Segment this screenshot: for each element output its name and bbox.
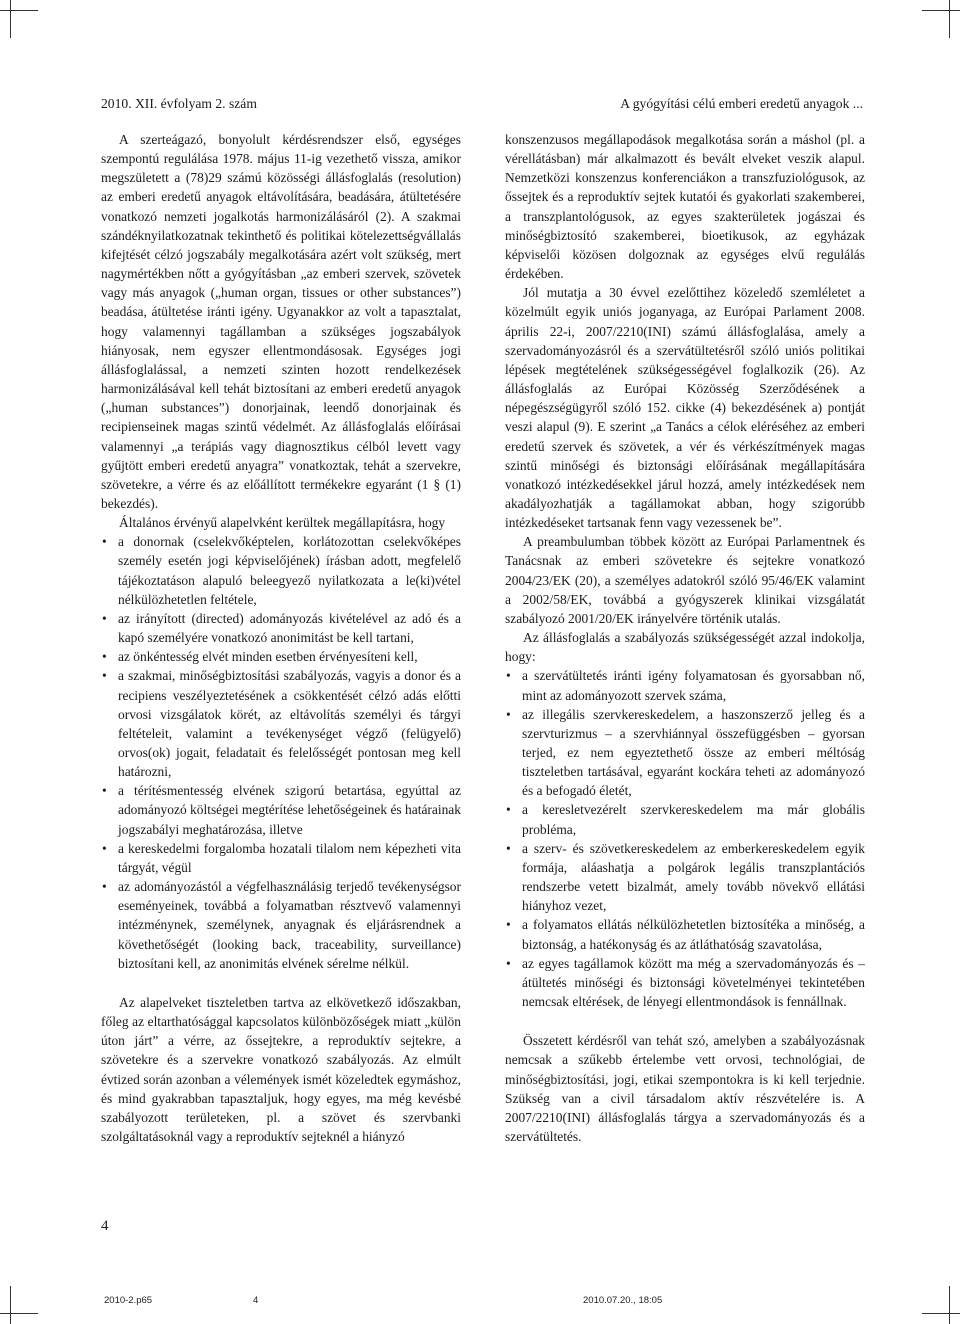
crop-mark bbox=[10, 0, 11, 38]
list-item: • a keresletvezérelt szervkereskedelem ma már globális probléma, bbox=[505, 800, 865, 838]
crop-mark bbox=[922, 1313, 960, 1314]
page-number: 4 bbox=[101, 1218, 109, 1234]
left-column bbox=[101, 130, 461, 1146]
list-item: • a térítésmentesség elvének szigorú betartása, egyúttal az adományozó költségei megtérítése lehetőségeinek és határainak jogszabályi meghatározása, illetve bbox=[101, 781, 461, 838]
paragraph: Az alapelveket tiszteletben tartva az elkövetkező időszakban, főleg az eltarthatósággal kapcsolatos különbözőségek miatt „külön úton járt” a vérre, az őssejtekre, a reproduktív sejtekre, a szövetekre és a szervekre vonatkozó szabályozás. Az elmúlt évtized során azonban a vélemények ismét közeledtek egymáshoz, és mind gyakrabban tapasztaljuk, hogy egyes, ma még kevésbé szabályozott területeken, pl. a szövet és szervbanki szolgáltatásoknál vagy a reproduktív sejteknél a hiányzó bbox=[101, 994, 461, 1144]
list-item: • az adományozástól a végfelhasználásig terjedő tevékenységsor eseményeinek, továbbá a folyamatban résztvevő valamennyi intézménynek, személynek, anyagnak és eljárásrendnek a követhetőségét (looking back, traceability, surveillance) biztosítani kell, az anonimitás elvének sérelme nélkül. bbox=[101, 877, 461, 973]
list-item: • a szervátültetés iránti igény folyamatosan és gyorsabban nő, mint az adományozott szervek száma, bbox=[505, 666, 865, 704]
list-item: • az egyes tagállamok között ma még a szervadományozás és – átültetés minőségi és biztonsági követelményei tekintetében nemcsak eltérések, de lényegi ellentmondások is fennállnak. bbox=[505, 954, 865, 1011]
right-column bbox=[505, 130, 865, 1146]
list-item: • az irányított (directed) adományozás kivételével az adó és a kapó személyére vonatkozó anonimitást be kell tartani, bbox=[101, 609, 461, 647]
list-item: • az illegális szervkereskedelem, a haszonszerző jelleg és a szervturizmus – a szervhiánnyal összefüggésben – gyorsan terjed, ez nem egyeztethető össze az emberi méltóság tiszteletben tartásával, egyaránt kockára teheti az adományozó és a befogadó életét, bbox=[505, 705, 865, 801]
paragraph: A preambulumban többek között az Európai Parlamentnek és Tanácsnak az emberi szövetekre és sejtekre vonatkozó 2004/23/EK (20), a személyes adatokról szóló 95/46/EK valamint a 2002/58/EK, továbbá a gyógyszerek klinikai vizsgálatát szabályozó 2001/20/EK irányelvére történik utalás. bbox=[505, 534, 865, 626]
list-item: • a szerv- és szövetkereskedelem az emberkereskedelem egyik formája, aláashatja a polgárok legális transzplantációs rendszerbe vetett bizalmát, amely tovább növekvő ellátási hiányhoz vezet, bbox=[505, 839, 865, 916]
paragraph: A szerteágazó, bonyolult kérdésrendszer első, egységes szempontú regulálása 1978. május 11-ig vezethető vissza, amikor megszületett a (78)29 számú közösségi állásfoglalás (resolution) az emberi eredetű anyagok eltávolítására, beadására, átültetésére vonatkozó nemzeti jogalkotás harmonizálásáról (2). A szakmai szándéknyilatkozatnak tekinthető és politikai kötelezettségvállalás kifejtését célzó jogszabály megalkotására azért volt szükség, mert nagymértékben nőtt a gyógyításban „az emberi szervek, szövetek vagy más anyagok („human organ, tissues or other substances”) beadása, átültetése iránti igény. Ugyanakkor az volt a tapasztalat, hogy valamennyi tagállamban a szükséges jogszabályok hiányosak, nem egyszer ellentmondásosak. Egységes jogi állásfoglalással, a nemzeti szinten hozott rendelkezések harmonizálásával kell tehát biztosítani az emberi eredetű anyagok („human substances”) donorjainak, leendő donorjainak és recipienseinek magas szintű védelmét. Az állásfoglalás előírásai valamennyi „a terápiás vagy diagnosztikus célból levett vagy gyűjtött emberi eredetű anyagra” vonatkoztak, tehát a szervekre, szövetekre, a vérre és az előállított termékekre egyaránt (1 § (1) bekezdés). bbox=[101, 132, 461, 511]
list-item: • az önkéntesség elvét minden esetben érvényesíteni kell, bbox=[101, 647, 461, 666]
crop-mark bbox=[0, 10, 38, 11]
paragraph: Általános érvényű alapelvként kerültek megállapításra, hogy bbox=[119, 515, 446, 531]
bullet-list bbox=[505, 666, 865, 1011]
list-item: • a folyamatos ellátás nélkülözhetetlen biztosítéka a minőség, a biztonság, a hatékonyság és az átláthatóság szavatolása, bbox=[505, 915, 865, 953]
paragraph: Az állásfoglalás a szabályozás szükségességét azzal indokolja, hogy: bbox=[505, 630, 865, 665]
crop-mark bbox=[10, 1286, 11, 1324]
crop-mark bbox=[922, 10, 960, 11]
crop-mark bbox=[949, 1286, 950, 1324]
bullet-list bbox=[101, 532, 461, 973]
crop-mark bbox=[949, 0, 950, 38]
list-item: • a szakmai, minőségbiztosítási szabályozás, vagyis a donor és a recipiens veszélyeztetésének a csökkentését célzó adás előtti orvosi vizsgálatok körét, az eltávolítás személyi és tárgyi feltételeit, valamint a tevékenységet végző (felügyelő) orvos(ok) jogait, feladatait és felelősségét pontosan meg kell határozni, bbox=[101, 666, 461, 781]
crop-mark bbox=[0, 1313, 38, 1314]
paragraph: Jól mutatja a 30 évvel ezelőttihez közeledő szemléletet a közelmúlt egyik uniós joganyaga, az Európai Parlament 2008. április 22-i, 2007/2210(INI) számú állásfoglalása, amely a szervadományozásról és a szervátültetésről szóló uniós politikai lépések megtételének szükségességével foglalkozik (26). Az állásfoglalás az Európai Közösség Szerződésének a népegészségügyről szóló 152. cikke (4) bekezdésének a) pontját veszi alapul (9). E szerint „a Tanács a célok eléréséhez az emberi eredetű szervek és szövetek, a vér és vérkészítmények magas szintű minőségi és biztonsági előírásának megállapítására vonatkozó intézkedésekkel járul hozzá, amely intézkedések nem akadályozhatják a tagállamokat abban, hogy szigorúbb intézkedéseket tartsanak fenn vagy vezessenek be”. bbox=[505, 285, 865, 531]
list-item: • a donornak (cselekvőképtelen, korlátozottan cselekvőképes személy esetén jogi képviselőjének) írásban adott, megfelelő tájékoztatáson alapuló beleegyező nyilatkozata a le(ki)vétel nélkülözhetetlen feltétele, bbox=[101, 532, 461, 609]
running-header-left: 2010. XII. évfolyam 2. szám bbox=[101, 96, 257, 111]
list-item: • a kereskedelmi forgalomba hozatali tilalom nem képezheti vita tárgyát, végül bbox=[101, 839, 461, 877]
footer-timestamp: 2010.07.20., 18:05 bbox=[583, 1295, 663, 1306]
running-header-right: A gyógyítási célú emberi eredetű anyagok ... bbox=[620, 96, 863, 111]
paragraph: Összetett kérdésről van tehát szó, amelyben a szabályozásnak nemcsak a szűkebb értelembe vett orvosi, technológiai, de minőségbiztosítási, jogi, etikai szempontokra is ki kell terjednie. Szükség van a civil társadalom aktív részvételére is. A 2007/2210(INI) állásfoglalás tárgya a szervadományozás és a szervátültetés. bbox=[505, 1033, 865, 1144]
footer-file-name: 2010-2.p65 bbox=[104, 1295, 153, 1306]
footer-page-number: 4 bbox=[253, 1295, 259, 1306]
paragraph: konszenzusos megállapodások megalkotása során a máshol (pl. a vérellátásban) már alkalmazott és bevált elveket veszik alapul. Nemzetközi konszenzus konferenciákon a transzfuziológusok, az őssejtek és a reproduktív sejtek kutatói és gyakorlati szakemberei, a transzplantológusok, az egyes szakterületek jogászai és minőségbiztosító szakemberei, bioetikusok, az egyházak képviselői közösen dolgoznak az egységes elvű regulálás érdekében. bbox=[505, 132, 865, 282]
